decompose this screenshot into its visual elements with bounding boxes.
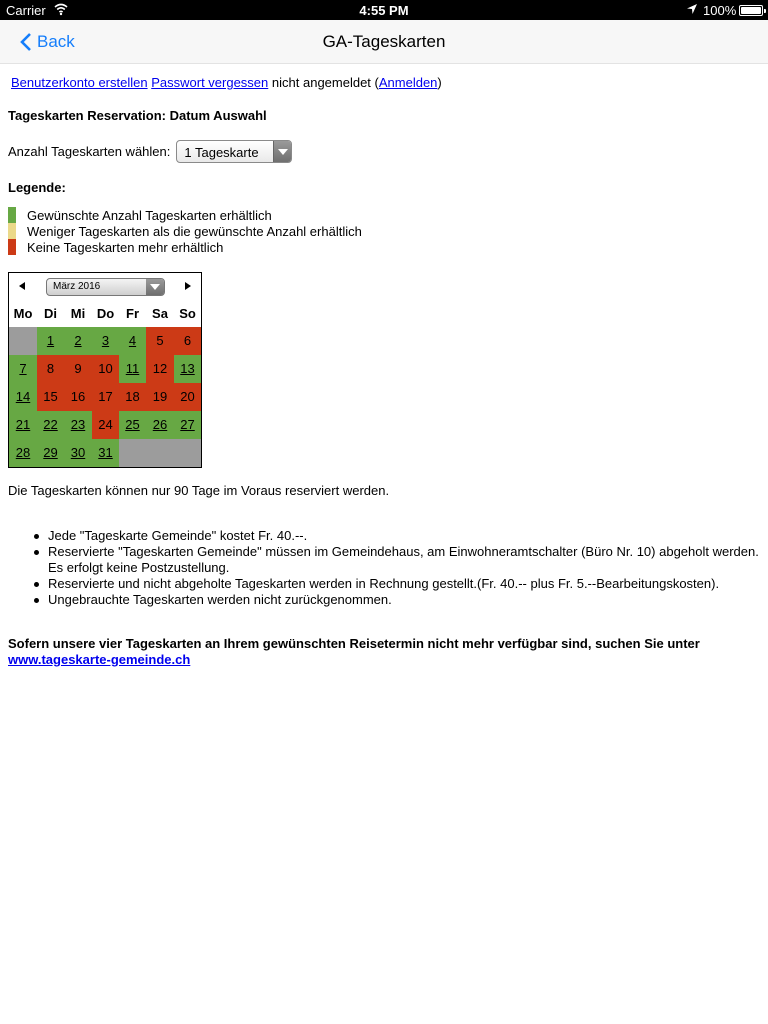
battery-percent: 100%	[703, 3, 737, 18]
rule-item: Reservierte "Tageskarten Gemeinde" müssen im Gemeindehaus, am Einwohneramtschalter (Büro Nr. 10) abgeholt werden. Es erfolgt keine Postzustellung.	[8, 544, 760, 576]
calendar-day-4[interactable]	[119, 327, 146, 355]
weekday-header: Mi	[70, 306, 86, 321]
carrier-label: Carrier	[6, 3, 46, 18]
status-bar	[0, 0, 768, 20]
calendar-day-14[interactable]	[9, 383, 37, 411]
calendar-day-30[interactable]	[64, 439, 92, 467]
count-select-value: 1 Tageskarte	[184, 145, 259, 160]
previous-month-button[interactable]	[19, 282, 25, 290]
calendar-day-label[interactable]: 2	[74, 333, 82, 348]
page-title: Tageskarten Reservation: Datum Auswahl	[8, 108, 267, 123]
weekday-header: Do	[96, 306, 115, 321]
calendar-day-27[interactable]	[174, 411, 201, 439]
location-arrow-icon	[686, 3, 698, 15]
calendar-day-28[interactable]	[9, 439, 37, 467]
external-site-link[interactable]: www.tageskarte-gemeinde.ch	[8, 652, 191, 667]
calendar	[8, 272, 202, 468]
calendar-day-16	[64, 383, 92, 411]
legend-title: Legende:	[8, 180, 66, 195]
chevron-down-icon	[146, 279, 164, 295]
calendar-day-10	[92, 355, 119, 383]
calendar-day-label: 20	[180, 389, 195, 404]
calendar-day-31[interactable]	[92, 439, 119, 467]
calendar-day-label[interactable]: 29	[43, 445, 58, 460]
calendar-day-label: 17	[98, 389, 113, 404]
calendar-day-label[interactable]: 27	[180, 417, 195, 432]
calendar-day-label: 10	[98, 361, 113, 376]
calendar-day-label[interactable]: 28	[15, 445, 31, 460]
month-select-value: März 2016	[53, 281, 101, 292]
legend-item	[8, 223, 362, 239]
calendar-day-9	[64, 355, 92, 383]
calendar-day-17	[92, 383, 119, 411]
legend-label: Weniger Tageskarten als die gewünschte Anzahl erhältlich	[27, 223, 362, 239]
calendar-empty-cell	[174, 439, 201, 467]
calendar-empty-cell	[146, 439, 174, 467]
calendar-day-label: 9	[74, 361, 82, 376]
calendar-day-22[interactable]	[37, 411, 64, 439]
calendar-day-label[interactable]: 7	[19, 361, 27, 376]
footer-message: Sofern unsere vier Tageskarten an Ihrem gewünschten Reisetermin nicht mehr verfügbar sind, suchen Sie unter	[8, 636, 700, 651]
chevron-down-icon	[273, 141, 291, 162]
calendar-day-1[interactable]	[37, 327, 64, 355]
reservation-note: Die Tageskarten können nur 90 Tage im Voraus reserviert werden.	[8, 483, 390, 498]
calendar-day-11[interactable]	[119, 355, 146, 383]
count-select[interactable]	[176, 140, 292, 163]
weekday-header: Mo	[13, 306, 33, 321]
calendar-day-label[interactable]: 30	[70, 445, 86, 460]
battery-icon	[739, 5, 763, 16]
calendar-day-21[interactable]	[9, 411, 37, 439]
calendar-day-12	[146, 355, 174, 383]
rule-item: Ungebrauchte Tageskarten werden nicht zurückgenommen.	[8, 592, 760, 608]
login-link[interactable]: Anmelden	[378, 75, 438, 90]
calendar-weekdays	[9, 301, 201, 327]
calendar-day-8	[37, 355, 64, 383]
nav-title: GA-Tageskarten	[322, 32, 446, 51]
login-status-prefix: nicht angemeldet (	[271, 75, 379, 90]
calendar-day-19	[146, 383, 174, 411]
legend-item	[8, 239, 362, 255]
legend-swatch	[8, 223, 16, 239]
forgot-password-link[interactable]: Passwort vergessen	[151, 75, 269, 90]
rules-list	[8, 528, 760, 608]
calendar-day-24	[92, 411, 119, 439]
calendar-day-label[interactable]: 1	[46, 333, 55, 348]
calendar-day-label: 8	[46, 361, 55, 376]
calendar-day-label[interactable]: 21	[15, 417, 31, 432]
calendar-day-26[interactable]	[146, 411, 174, 439]
weekday-header: Fr	[126, 306, 139, 321]
calendar-day-label[interactable]: 3	[101, 333, 110, 348]
rule-item: Jede "Tageskarte Gemeinde" kostet Fr. 40.--.	[8, 528, 760, 544]
calendar-day-label[interactable]: 13	[180, 361, 195, 376]
calendar-day-13[interactable]	[174, 355, 201, 383]
weekday-header: Sa	[152, 306, 168, 321]
account-links	[11, 75, 442, 90]
calendar-day-5	[146, 327, 174, 355]
calendar-day-23[interactable]	[64, 411, 92, 439]
legend-swatch	[8, 239, 16, 255]
legend-label: Gewünschte Anzahl Tageskarten erhältlich	[27, 207, 272, 223]
calendar-header	[9, 273, 201, 301]
calendar-day-15	[37, 383, 64, 411]
legend	[8, 207, 362, 255]
weekday-header: So	[179, 306, 196, 321]
weekday-header: Di	[44, 306, 57, 321]
calendar-day-label[interactable]: 31	[98, 445, 113, 460]
calendar-day-2[interactable]	[64, 327, 92, 355]
calendar-day-20	[174, 383, 201, 411]
navigation-bar	[0, 20, 768, 64]
calendar-day-18	[119, 383, 146, 411]
calendar-day-label: 5	[156, 333, 164, 348]
next-month-button[interactable]	[185, 282, 191, 290]
back-label: Back	[37, 32, 75, 51]
legend-item	[8, 207, 362, 223]
calendar-grid	[9, 327, 201, 467]
calendar-day-label[interactable]: 25	[125, 417, 140, 432]
calendar-day-label[interactable]: 14	[15, 389, 31, 404]
clock: 4:55 PM	[359, 3, 409, 18]
calendar-day-label[interactable]: 23	[70, 417, 86, 432]
calendar-day-label: 24	[98, 417, 113, 432]
calendar-day-label: 18	[125, 389, 140, 404]
month-select[interactable]	[46, 278, 165, 296]
calendar-empty-cell	[9, 327, 37, 355]
calendar-day-label[interactable]: 22	[43, 417, 58, 432]
calendar-day-label[interactable]: 4	[128, 333, 137, 348]
calendar-day-label: 12	[152, 361, 168, 376]
calendar-day-29[interactable]	[37, 439, 64, 467]
count-row	[8, 140, 292, 163]
calendar-day-25[interactable]	[119, 411, 146, 439]
login-status-suffix: )	[437, 75, 442, 90]
calendar-day-label[interactable]: 11	[125, 361, 140, 376]
calendar-day-3[interactable]	[92, 327, 119, 355]
calendar-day-label[interactable]: 26	[152, 417, 168, 432]
legend-label: Keine Tageskarten mehr erhältlich	[27, 239, 224, 255]
rule-item: Reservierte und nicht abgeholte Tageskarten werden in Rechnung gestellt.(Fr. 40.-- plus Fr. 5.--Bearbeitungskosten).	[8, 576, 760, 592]
calendar-day-label: 16	[70, 389, 86, 404]
count-label: Anzahl Tageskarten wählen:	[8, 144, 171, 159]
legend-swatch	[8, 207, 16, 223]
footer-text	[8, 636, 760, 668]
calendar-day-label: 6	[183, 333, 192, 348]
calendar-empty-cell	[119, 439, 146, 467]
create-account-link[interactable]: Benutzerkonto erstellen	[11, 75, 148, 90]
calendar-day-7[interactable]	[9, 355, 37, 383]
calendar-day-label: 15	[43, 389, 58, 404]
calendar-day-label: 19	[152, 389, 168, 404]
calendar-day-6	[174, 327, 201, 355]
